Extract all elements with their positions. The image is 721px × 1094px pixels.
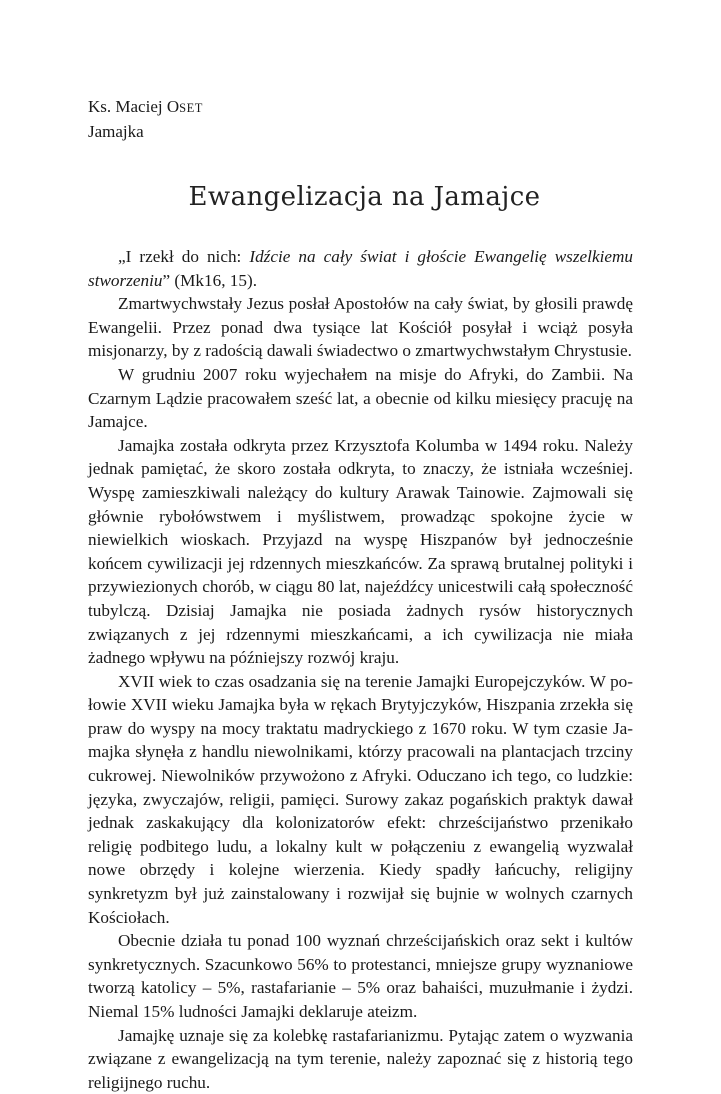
epigraph-citation: ” (Mk16, 15).	[162, 270, 258, 290]
paragraph: XVII wiek to czas osadzania się na terenie Jamajki Europejczyków. W połowie XVII wieku Jamajka była w rękach Brytyjczyków, Hiszpania zrzekła się praw do wyspy na mocy traktatu madryckiego z 1670 roku. W tym czasie Jamajka słynęła z handlu niewolnikami, którzy pracowali na plantacjach trzciny cukrowej. Niewolników przywożono z Afryki. Oduczano ich tego, co ludzkie: języka, zwyczajów, religii, pamięci. Surowy zakaz pogańskich praktyk dawał jednak zaskakujący dla kolonizatorów efekt: chrześcijaństwo przenikało religię podbitego ludu, a lokalny kult w połączeniu z ewangelią wyzwalał nowe obrzędy i kolejne wierzenia. Kiedy spadły łańcuchy, religijny synkretyzm był już zainstalowany i rozwijał się bujnie w wolnych czarnych Kościołach.	[88, 671, 633, 927]
author-block	[88, 95, 633, 143]
paragraph: W grudniu 2007 roku wyjechałem na misje do Afryki, do Zambii. Na Czarnym Lądzie pracowałem sześć lat, a obecnie od kilku miesięcy pracuję na Jamajce.	[88, 364, 633, 432]
paragraph: Obecnie działa tu ponad 100 wyznań chrześcijańskich oraz sekt i kultów synkretycznych. Szacunkowo 56% to protestanci, mniejsze grupy wyznaniowe tworzą katolicy – 5%, rastafarianie – 5% oraz bahaiści, muzułmanie i żydzi. Niemal 15% ludności Jamajki deklaruje ateizm.	[88, 931, 633, 1021]
author-name	[88, 95, 633, 120]
paragraph: Zmartwychwstały Jezus posłał Apostołów na cały świat, by głosili prawdę Ewangelii. Przez ponad dwa tysiące lat Kościół posyłał i wciąż posyła misjonarzy, by z radością dawali świadectwo o zmartwychwstałym Chrystusie.	[88, 294, 633, 361]
author-location: Jamajka	[88, 122, 144, 141]
document-page	[88, 95, 633, 1094]
author-surname-initial: O	[166, 97, 180, 116]
paragraph-epigraph	[88, 245, 633, 292]
epigraph-lead: „I rzekł do nich:	[118, 247, 250, 266]
epigraph-quote: Idźcie na cały świat i głoście Ewangelię wszelkiemu stworzeniu	[88, 247, 633, 290]
paragraph: Jamajkę uznaje się za kolebkę rastafarianizmu. Pytając zatem o wyzwania związane z ewangelizacją na tym terenie, należy zapoznać się z historią tego religijnego ruchu.	[88, 1025, 633, 1092]
author-name-prefix: Ks. Maciej	[88, 97, 167, 116]
article-title: Ewangelizacja na Jamajce	[188, 182, 541, 212]
paragraph: Jamajka została odkryta przez Krzysztofa Kolumba w 1494 roku. Należy jednak pamiętać, że skoro została odkryta, to znaczy, że istniała wcześniej. Wyspę zamieszkiwali należący do kultury Arawak Tainowie. Zajmowali się głównie rybołówstwem i myślistwem, prowadząc spokojne życie w niewielkich wioskach. Przyjazd na wyspę Hiszpanów był jednocześnie końcem cywilizacji jej rdzennych mieszkańców. Za sprawą brutalnej polityki i przywiezionych chorób, w ciągu 80 lat, najeźdźcy unicestwili całą społeczność tubylczą. Dzisiaj Jamajka nie posiada żadnych rysów historycznych związanych z jej rdzennymi mieszkańcami, a ich cywilizacja nie miała żadnego wpływu na późniejszy rozwój kraju.	[88, 435, 633, 668]
author-surname-smallcaps: SET	[179, 101, 203, 115]
article-body	[88, 245, 633, 1094]
